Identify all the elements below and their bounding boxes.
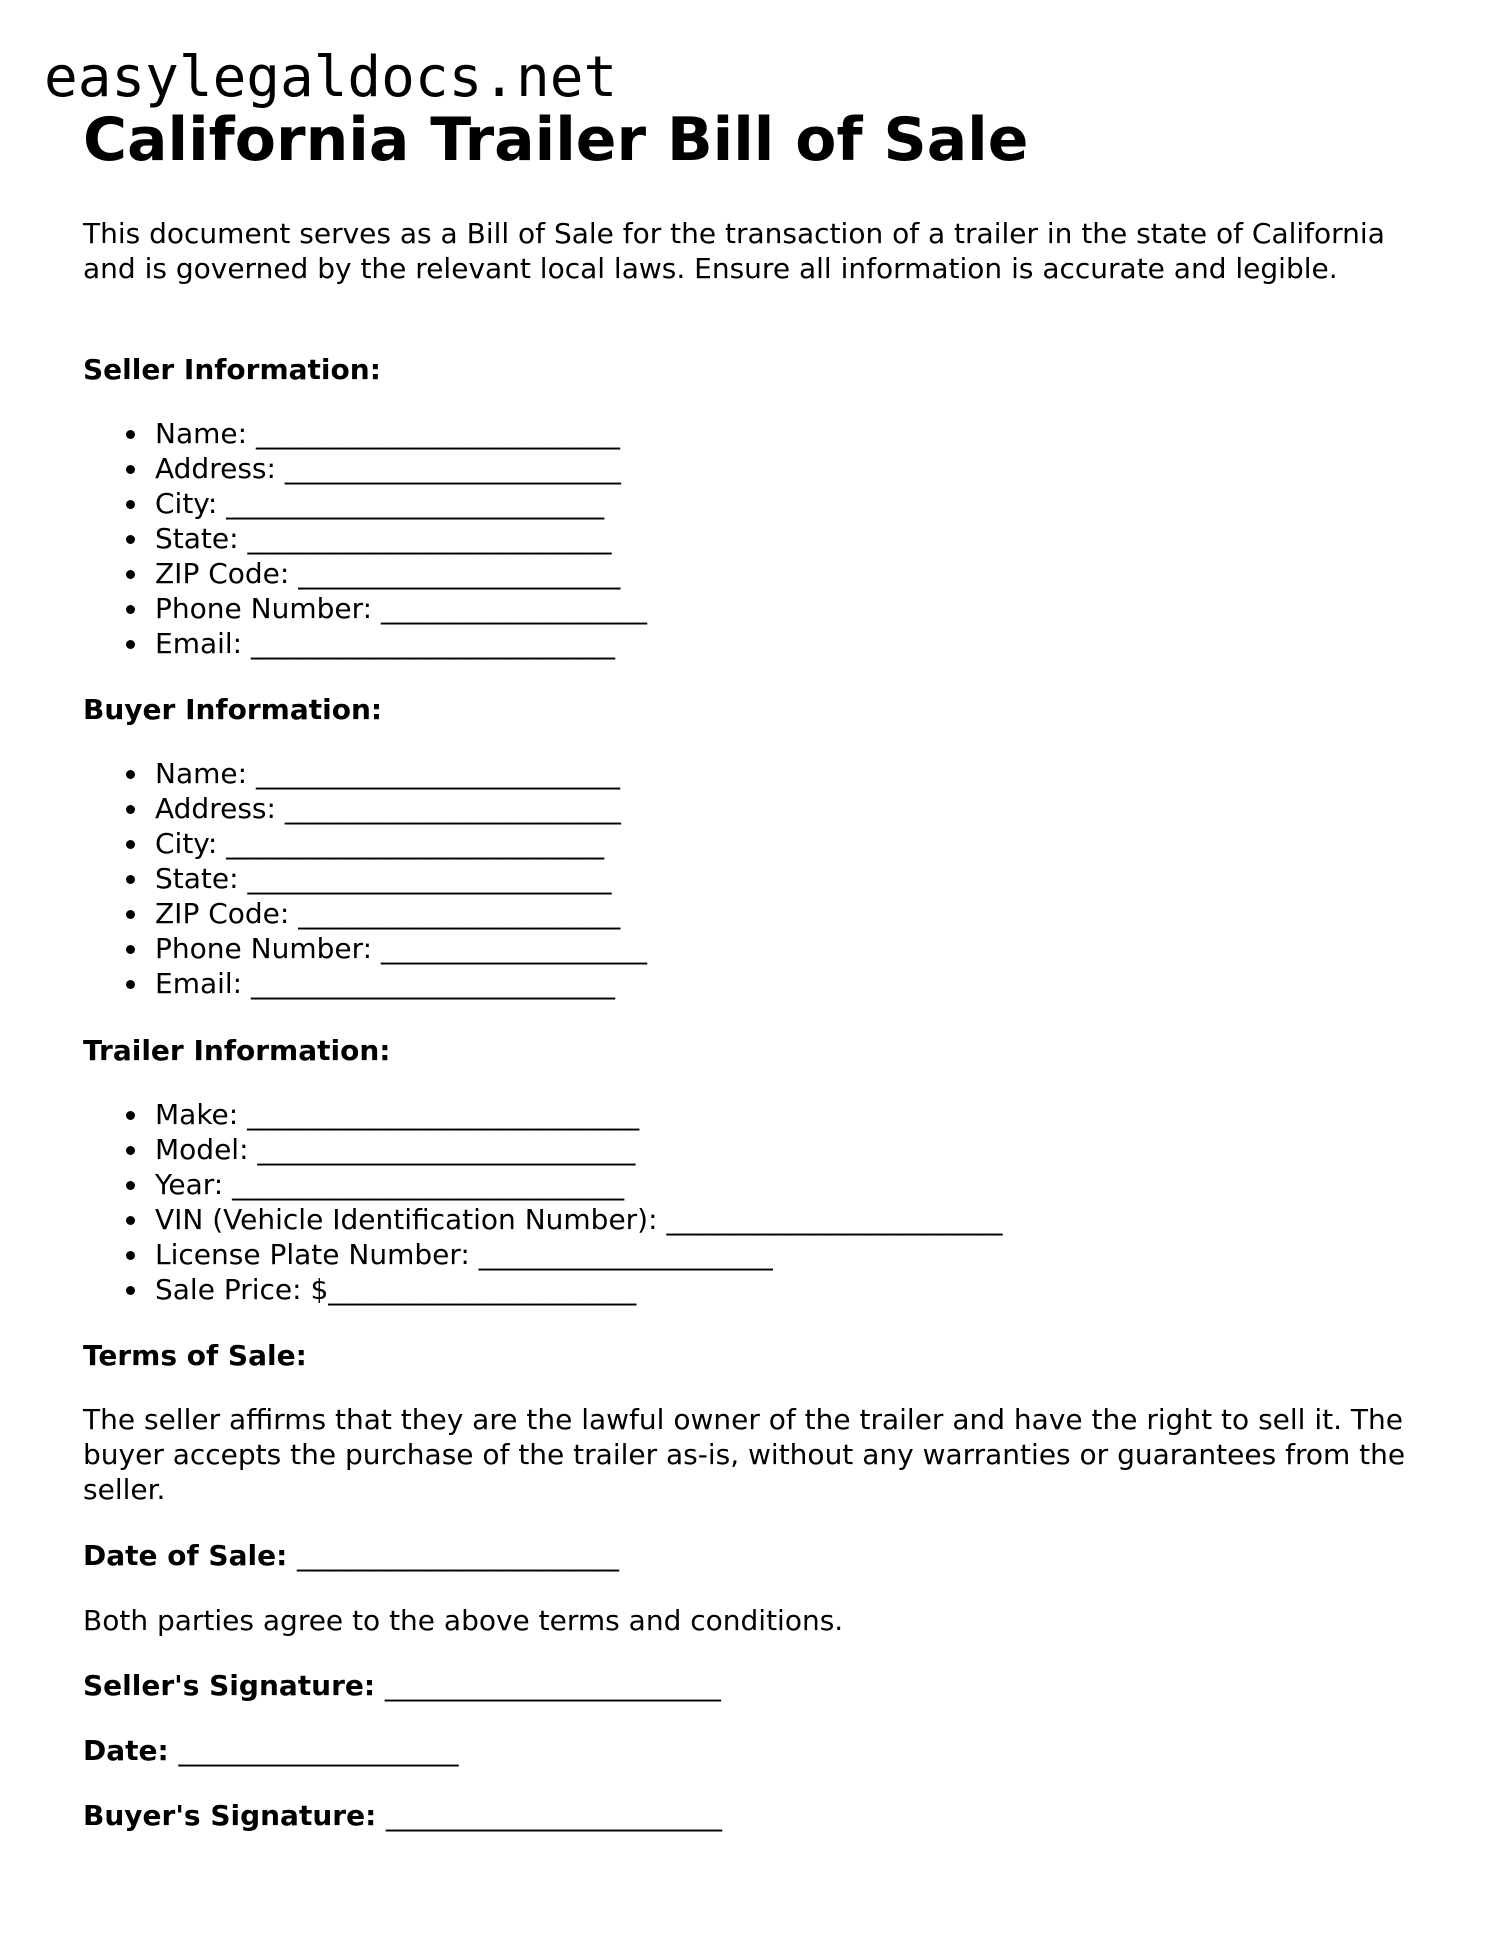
seller-field-list — [155, 416, 647, 661]
trailer-heading: Trailer Information: — [83, 1034, 391, 1067]
buyer-zip-field: ZIP Code: _______________________ — [155, 896, 647, 931]
seller-signature-line — [83, 1668, 721, 1703]
signature-date-blank: ____________________ — [178, 1734, 459, 1767]
terms-heading: Terms of Sale: — [83, 1339, 307, 1372]
terms-paragraph: The seller affirms that they are the lawful owner of the trailer and have the right to sell it. The buyer accepts the purchase of the trailer as-is, without any warranties or guarantees from the seller. — [83, 1403, 1406, 1506]
seller-zip-field: ZIP Code: _______________________ — [155, 556, 647, 591]
trailer-price-field: Sale Price: $______________________ — [155, 1272, 1002, 1307]
buyer-signature-label: Buyer's Signature: — [83, 1799, 377, 1832]
buyer-heading: Buyer Information: — [83, 693, 383, 726]
seller-address-field: Address: ________________________ — [155, 451, 647, 486]
intro-paragraph: This document serves as a Bill of Sale for the transaction of a trailer in the state of California and is governed by the relevant local laws. Ensure all information is accurate and legible. — [83, 217, 1385, 285]
buyer-name-field: Name: __________________________ — [155, 756, 647, 791]
buyer-phone-field: Phone Number: ___________________ — [155, 932, 647, 965]
buyer-city-field: City: ___________________________ — [155, 826, 647, 861]
site-watermark: easylegaldocs.net — [44, 45, 618, 110]
seller-email-field: Email: __________________________ — [155, 626, 647, 661]
seller-phone-field: Phone Number: ___________________ — [155, 592, 647, 625]
trailer-model-field: Model: ___________________________ — [155, 1132, 1002, 1167]
trailer-year-field: Year: ____________________________ — [155, 1167, 1002, 1202]
date-of-sale-line — [83, 1538, 619, 1573]
buyer-email-field: Email: __________________________ — [155, 966, 647, 1001]
trailer-plate-field: License Plate Number: _____________________ — [155, 1237, 1002, 1272]
signature-date-line — [83, 1733, 458, 1768]
date-of-sale-label: Date of Sale: — [83, 1539, 288, 1572]
buyer-signature-blank: ________________________ — [386, 1799, 723, 1832]
buyer-field-list — [155, 756, 647, 1001]
seller-state-field: State: __________________________ — [155, 521, 647, 556]
signature-date-label: Date: — [83, 1734, 169, 1767]
page-title: California Trailer Bill of Sale — [83, 105, 1029, 175]
seller-signature-label: Seller's Signature: — [83, 1669, 376, 1702]
trailer-field-list — [155, 1097, 1002, 1307]
seller-name-field: Name: __________________________ — [155, 416, 647, 451]
agreement-paragraph: Both parties agree to the above terms and conditions. — [83, 1604, 844, 1637]
trailer-vin-field: VIN (Vehicle Identification Number): ________________________ — [155, 1203, 1003, 1236]
seller-city-field: City: ___________________________ — [155, 486, 647, 521]
seller-signature-blank: ________________________ — [384, 1669, 721, 1702]
trailer-make-field: Make: ____________________________ — [155, 1097, 1002, 1132]
seller-heading: Seller Information: — [83, 353, 381, 386]
buyer-state-field: State: __________________________ — [155, 861, 647, 896]
buyer-address-field: Address: ________________________ — [155, 791, 647, 826]
buyer-signature-line — [83, 1798, 722, 1833]
date-of-sale-blank: _______________________ — [297, 1539, 620, 1572]
